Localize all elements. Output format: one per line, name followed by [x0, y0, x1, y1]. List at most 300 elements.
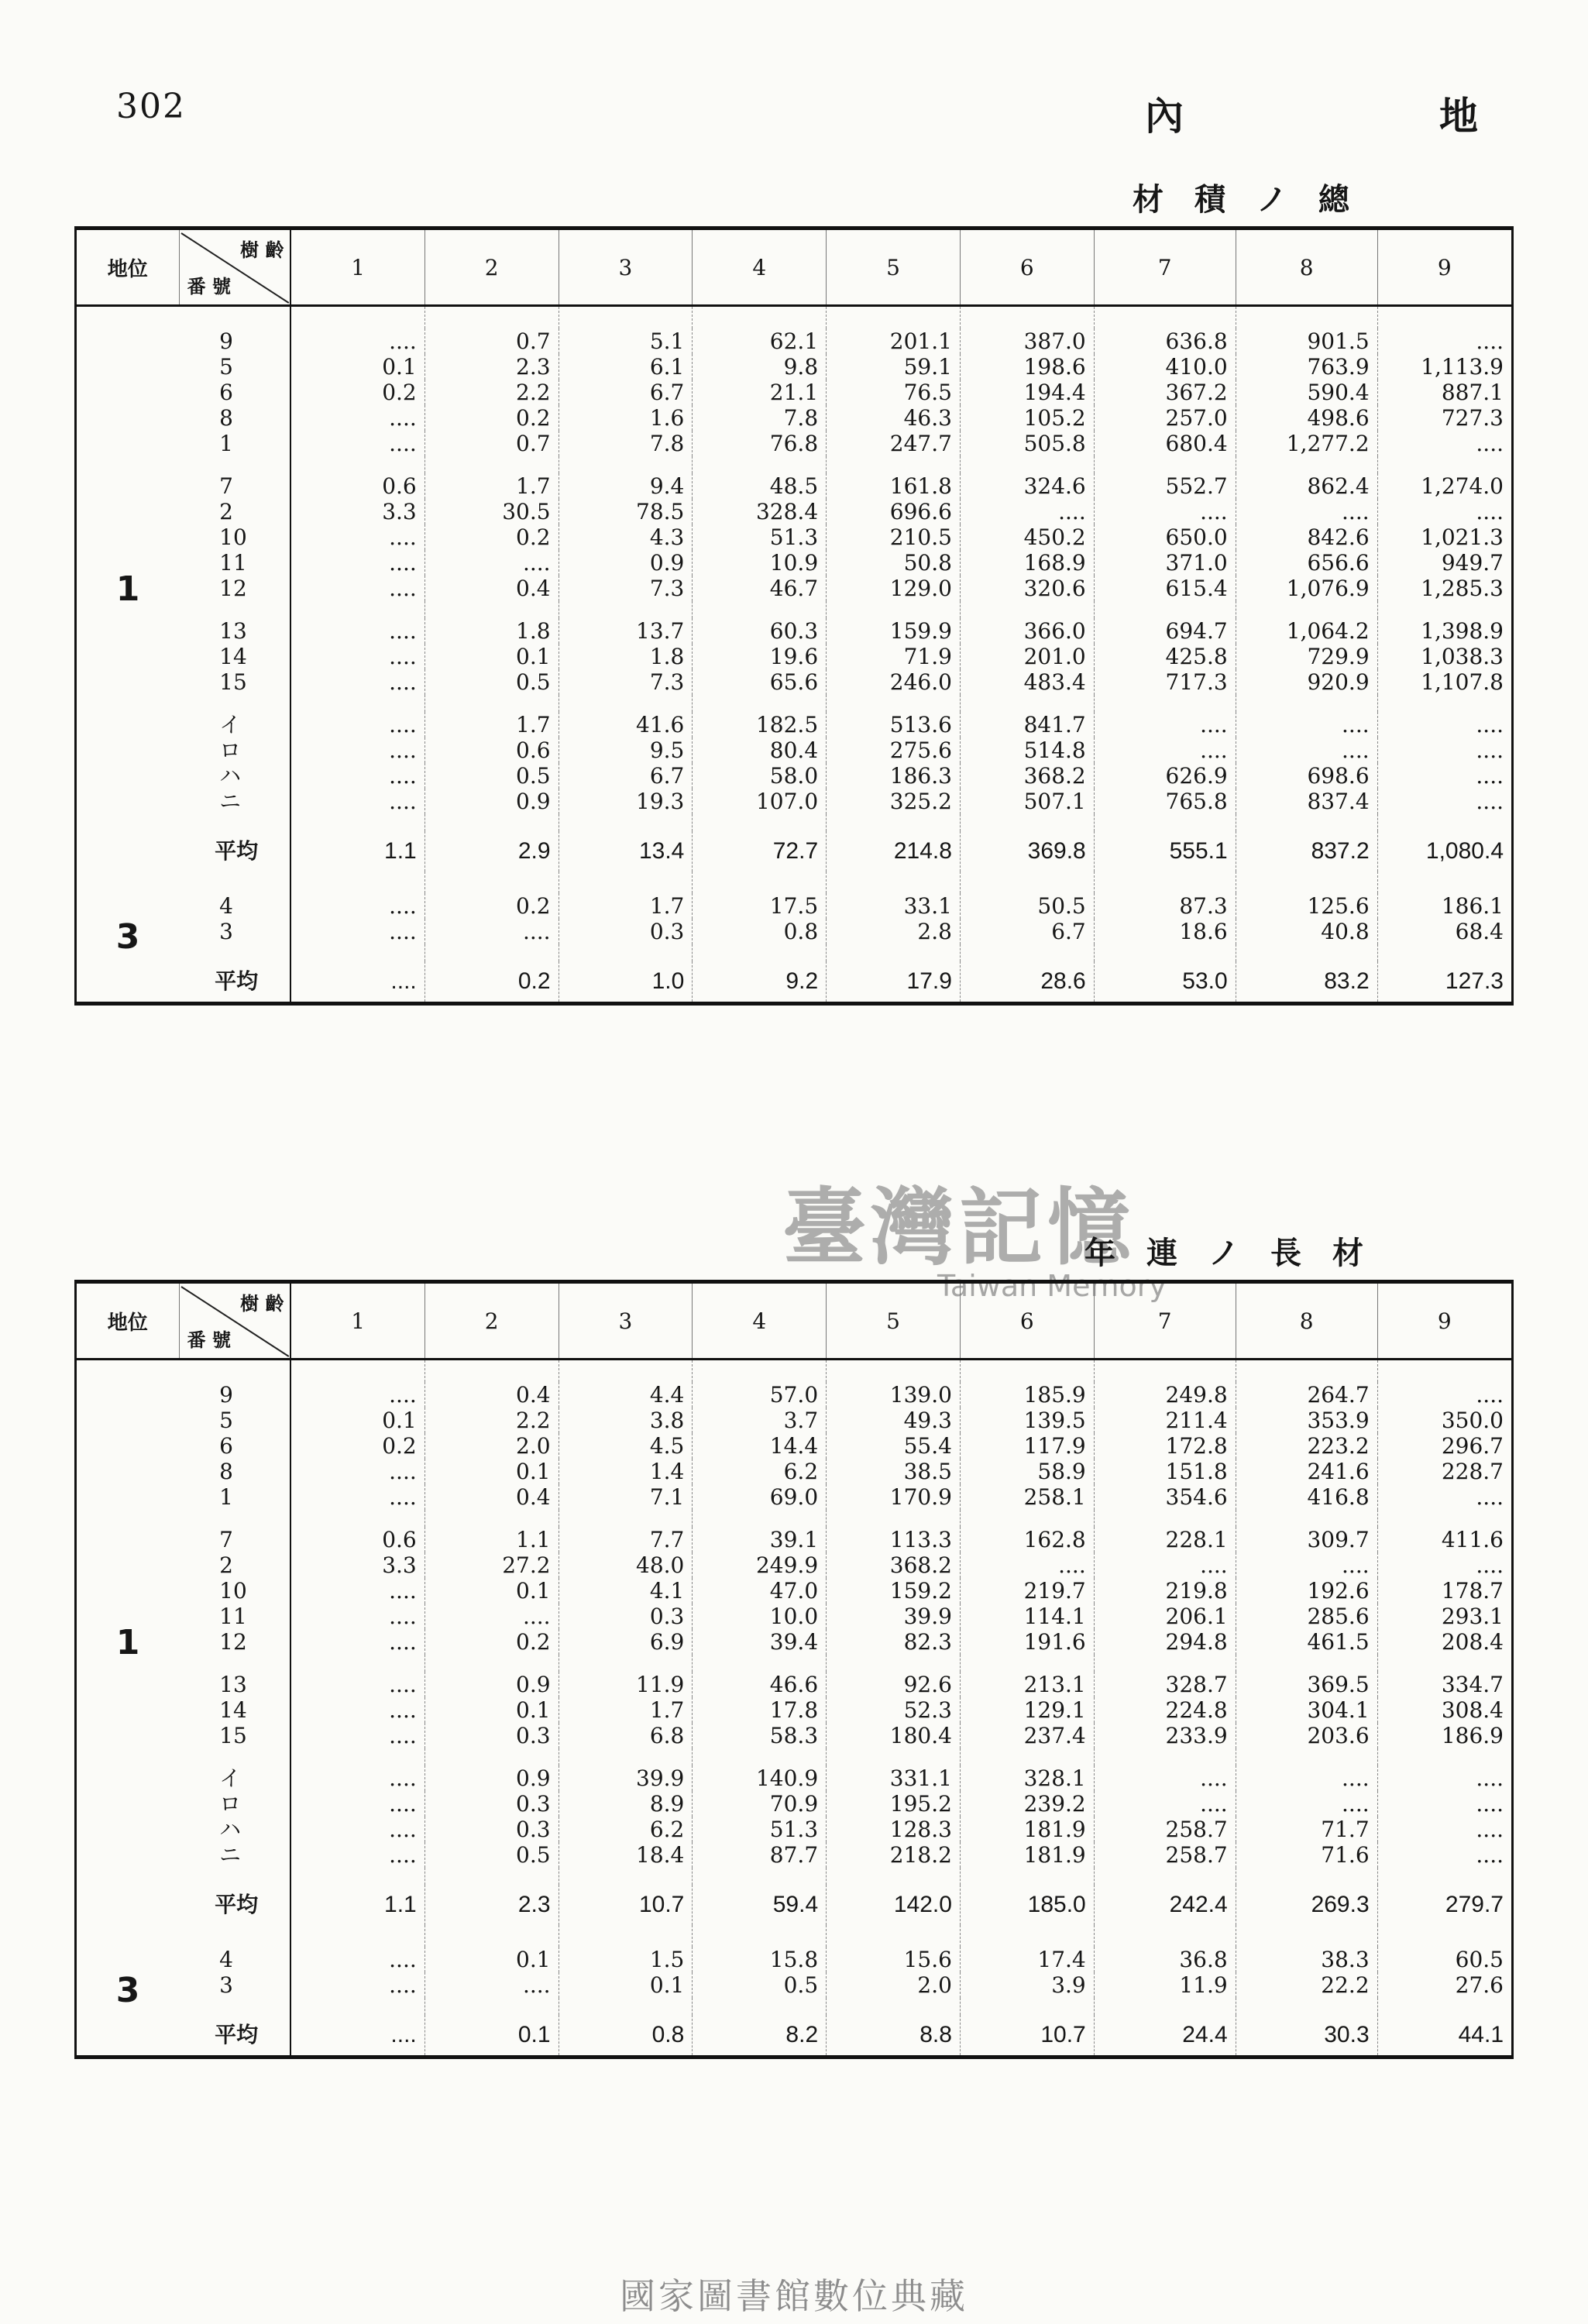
- value-cell: 18.6: [1094, 919, 1236, 944]
- value-cell: 27.6: [1455, 1972, 1504, 1998]
- spacer-row: [77, 1360, 1511, 1383]
- value-cell: 80.4: [693, 737, 827, 763]
- plot-number-cell: ニ: [179, 789, 290, 814]
- value-cell: 411.6: [1441, 1527, 1504, 1552]
- value-cell: ....: [290, 1947, 424, 1972]
- value-cell: 228.7: [1441, 1459, 1504, 1484]
- value-cell: 514.8: [960, 737, 1094, 763]
- age-column-header: 6: [960, 230, 1094, 306]
- value-cell: 233.9: [1094, 1723, 1236, 1748]
- value-cell: 69.0: [693, 1484, 827, 1510]
- plot-number-cell: 3: [179, 919, 290, 944]
- value-cell: 59.1: [827, 354, 961, 380]
- value-cell: 1.8: [559, 644, 693, 669]
- value-cell: ....: [1236, 712, 1377, 737]
- value-cell: 92.6: [827, 1672, 961, 1697]
- value-cell: 211.4: [1094, 1408, 1236, 1433]
- value-cell: 6.2: [693, 1459, 827, 1484]
- spacer-row: [77, 1925, 1511, 1947]
- value-cell: 223.2: [1236, 1433, 1377, 1459]
- value-cell: ....: [290, 789, 424, 814]
- table-row: [77, 1527, 1511, 1552]
- value-cell: 71.9: [827, 644, 961, 669]
- table-row: [77, 669, 1511, 695]
- value-cell: ....: [290, 618, 424, 644]
- value-cell: 13.4: [559, 831, 693, 871]
- plot-number-label: 番 號: [187, 1329, 231, 1351]
- table-row: [77, 380, 1511, 405]
- value-cell: 0.1: [424, 1697, 559, 1723]
- table1-title: 材 積 ノ 總: [1133, 181, 1349, 218]
- value-cell: 498.6: [1236, 405, 1377, 431]
- value-cell: 0.1: [424, 1459, 559, 1484]
- value-cell: ....: [290, 919, 424, 944]
- table-row: [77, 499, 1511, 524]
- average-row: [77, 1885, 1511, 1925]
- watermark-main: 臺灣記憶: [782, 1179, 1136, 1277]
- plot-number-cell: 7: [179, 1527, 290, 1552]
- value-cell: ....: [290, 1723, 424, 1748]
- value-cell: ....: [1476, 499, 1504, 524]
- value-cell: 41.6: [559, 712, 693, 737]
- value-cell: 105.2: [960, 405, 1094, 431]
- value-cell: 28.6: [960, 961, 1094, 1002]
- value-cell: 0.7: [424, 431, 559, 456]
- table-row: [77, 1842, 1511, 1868]
- plot-number-cell: 平均: [179, 2015, 290, 2055]
- value-cell: ....: [1476, 1817, 1504, 1842]
- value-cell: 308.4: [1441, 1697, 1504, 1723]
- value-cell: 181.9: [960, 1842, 1094, 1868]
- value-cell: 19.3: [559, 789, 693, 814]
- value-cell: ....: [1094, 1765, 1236, 1791]
- value-cell: 0.3: [424, 1723, 559, 1748]
- value-cell: 0.3: [559, 919, 693, 944]
- value-cell: 0.5: [424, 669, 559, 695]
- plot-number-cell: 10: [179, 524, 290, 550]
- value-cell: 1,113.9: [1421, 354, 1504, 380]
- plot-number-label: 番 號: [187, 276, 231, 297]
- value-cell: 71.6: [1236, 1842, 1377, 1868]
- value-cell: 410.0: [1094, 354, 1236, 380]
- table1-table: [77, 230, 1511, 1002]
- value-cell: 117.9: [960, 1433, 1094, 1459]
- value-cell: 1.8: [424, 618, 559, 644]
- value-cell: ....: [1236, 737, 1377, 763]
- average-row: [77, 831, 1511, 871]
- value-cell: 191.6: [960, 1629, 1094, 1655]
- value-cell: 0.1: [290, 354, 424, 380]
- value-cell: ....: [290, 1578, 424, 1604]
- value-cell: 0.6: [290, 1527, 424, 1552]
- value-cell: 1.7: [424, 712, 559, 737]
- value-cell: ....: [1476, 328, 1504, 354]
- value-cell: 1.7: [424, 473, 559, 499]
- value-cell: 139.0: [827, 1382, 961, 1408]
- value-cell: 10.0: [693, 1604, 827, 1629]
- site-rank-cell: 3: [115, 1970, 140, 2010]
- value-cell: 0.1: [424, 2015, 559, 2055]
- value-cell: 3.7: [693, 1408, 827, 1433]
- age-column-header: 5: [827, 230, 961, 306]
- table-row: [77, 1817, 1511, 1842]
- plot-number-cell: 9: [179, 328, 290, 354]
- watermark-sub: Taiwan Memory: [937, 1269, 1167, 1303]
- value-cell: ....: [424, 1972, 559, 1998]
- value-cell: 39.1: [693, 1527, 827, 1552]
- value-cell: 159.2: [827, 1578, 961, 1604]
- spacer-row: [77, 306, 1511, 329]
- value-cell: 49.3: [827, 1408, 961, 1433]
- value-cell: 246.0: [827, 669, 961, 695]
- value-cell: 0.3: [559, 1604, 693, 1629]
- table-row: [77, 1459, 1511, 1484]
- value-cell: 242.4: [1094, 1885, 1236, 1925]
- value-cell: 219.7: [960, 1578, 1094, 1604]
- value-cell: 353.9: [1236, 1408, 1377, 1433]
- value-cell: 237.4: [960, 1723, 1094, 1748]
- value-cell: 369.5: [1236, 1672, 1377, 1697]
- value-cell: 78.5: [559, 499, 693, 524]
- value-cell: ....: [1236, 499, 1377, 524]
- value-cell: 192.6: [1236, 1578, 1377, 1604]
- value-cell: ....: [290, 550, 424, 576]
- value-cell: 180.4: [827, 1723, 961, 1748]
- plot-number-cell: 平均: [179, 831, 290, 871]
- plot-number-cell: ハ: [179, 1817, 290, 1842]
- value-cell: ....: [290, 1972, 424, 1998]
- value-cell: ....: [290, 1842, 424, 1868]
- value-cell: ....: [1094, 499, 1236, 524]
- table-row: [77, 1972, 1511, 1998]
- value-cell: 0.3: [424, 1791, 559, 1817]
- value-cell: 22.2: [1236, 1972, 1377, 1998]
- value-cell: 9.8: [693, 354, 827, 380]
- value-cell: 0.9: [559, 550, 693, 576]
- value-cell: 128.3: [827, 1817, 961, 1842]
- value-cell: 186.9: [1441, 1723, 1504, 1748]
- value-cell: 949.7: [1441, 550, 1504, 576]
- value-cell: 350.0: [1441, 1408, 1504, 1433]
- value-cell: 46.7: [693, 576, 827, 601]
- value-cell: ....: [960, 499, 1094, 524]
- table2-table: [77, 1284, 1511, 2055]
- value-cell: 680.4: [1094, 431, 1236, 456]
- site-rank-cell: 1: [115, 1623, 140, 1662]
- value-cell: 14.4: [693, 1433, 827, 1459]
- value-cell: 294.8: [1094, 1629, 1236, 1655]
- value-cell: 901.5: [1236, 328, 1377, 354]
- spacer-row: [77, 1748, 1511, 1765]
- value-cell: 366.0: [960, 618, 1094, 644]
- value-cell: 58.0: [693, 763, 827, 789]
- table-row: [77, 328, 1511, 354]
- plot-number-cell: 8: [179, 405, 290, 431]
- value-cell: ....: [1476, 763, 1504, 789]
- value-cell: 9.5: [559, 737, 693, 763]
- value-cell: ....: [1236, 1552, 1377, 1578]
- value-cell: 208.4: [1441, 1629, 1504, 1655]
- value-cell: ....: [1476, 712, 1504, 737]
- value-cell: 201.1: [827, 328, 961, 354]
- value-cell: 60.3: [693, 618, 827, 644]
- value-cell: 4.1: [559, 1578, 693, 1604]
- table-row: [77, 576, 1511, 601]
- value-cell: 182.5: [693, 712, 827, 737]
- plot-number-cell: 5: [179, 1408, 290, 1433]
- value-cell: 218.2: [827, 1842, 961, 1868]
- value-cell: 186.1: [1441, 893, 1504, 919]
- plot-number-cell: ロ: [179, 737, 290, 763]
- rank-header: 地位: [77, 230, 179, 306]
- value-cell: 0.1: [424, 644, 559, 669]
- table-row: [77, 1484, 1511, 1510]
- value-cell: 483.4: [960, 669, 1094, 695]
- value-cell: 3.9: [960, 1972, 1094, 1998]
- value-cell: ....: [1236, 1791, 1377, 1817]
- value-cell: 113.3: [827, 1527, 961, 1552]
- value-cell: 1.1: [290, 1885, 424, 1925]
- value-cell: 309.7: [1236, 1527, 1377, 1552]
- value-cell: 87.7: [693, 1842, 827, 1868]
- table-row: [77, 473, 1511, 499]
- value-cell: ....: [1476, 737, 1504, 763]
- value-cell: 172.8: [1094, 1433, 1236, 1459]
- plot-number-cell: 3: [179, 1972, 290, 1998]
- table-row: [77, 1947, 1511, 1972]
- page-number: 302: [116, 87, 186, 126]
- value-cell: 425.8: [1094, 644, 1236, 669]
- value-cell: ....: [1476, 431, 1504, 456]
- value-cell: 53.0: [1094, 961, 1236, 1002]
- value-cell: 590.4: [1236, 380, 1377, 405]
- value-cell: ....: [1476, 789, 1504, 814]
- value-cell: 7.7: [559, 1527, 693, 1552]
- value-cell: ....: [290, 893, 424, 919]
- table-row: [77, 1604, 1511, 1629]
- value-cell: 920.9: [1236, 669, 1377, 695]
- value-cell: 304.1: [1236, 1697, 1377, 1723]
- value-cell: 140.9: [693, 1765, 827, 1791]
- value-cell: 331.1: [827, 1765, 961, 1791]
- plot-number-cell: 4: [179, 1947, 290, 1972]
- value-cell: 0.2: [424, 961, 559, 1002]
- value-cell: 765.8: [1094, 789, 1236, 814]
- table-row: [77, 644, 1511, 669]
- value-cell: 1.7: [559, 893, 693, 919]
- table-row: [77, 919, 1511, 944]
- value-cell: 461.5: [1236, 1629, 1377, 1655]
- value-cell: 30.3: [1236, 2015, 1377, 2055]
- value-cell: 837.2: [1236, 831, 1377, 871]
- value-cell: 58.9: [960, 1459, 1094, 1484]
- rank-header: 地位: [77, 1284, 179, 1360]
- value-cell: 27.2: [424, 1552, 559, 1578]
- value-cell: 324.6: [960, 473, 1094, 499]
- value-cell: ....: [1476, 1842, 1504, 1868]
- value-cell: 450.2: [960, 524, 1094, 550]
- value-cell: 371.0: [1094, 550, 1236, 576]
- plot-number-cell: イ: [179, 1765, 290, 1791]
- plot-number-cell: 2: [179, 499, 290, 524]
- value-cell: 507.1: [960, 789, 1094, 814]
- value-cell: 51.3: [693, 1817, 827, 1842]
- value-cell: 862.4: [1236, 473, 1377, 499]
- table2-block: [74, 1280, 1514, 2059]
- value-cell: 194.4: [960, 380, 1094, 405]
- value-cell: 2.3: [424, 1885, 559, 1925]
- site-rank-cell: 1: [115, 569, 140, 609]
- value-cell: 139.5: [960, 1408, 1094, 1433]
- value-cell: 18.4: [559, 1842, 693, 1868]
- value-cell: ....: [290, 1697, 424, 1723]
- value-cell: 10.7: [960, 2015, 1094, 2055]
- table-row: [77, 1629, 1511, 1655]
- value-cell: ....: [290, 405, 424, 431]
- value-cell: 258.7: [1094, 1842, 1236, 1868]
- value-cell: 7.3: [559, 576, 693, 601]
- value-cell: 2.8: [827, 919, 961, 944]
- plot-number-cell: 11: [179, 1604, 290, 1629]
- value-cell: 249.8: [1094, 1382, 1236, 1408]
- value-cell: 0.5: [424, 763, 559, 789]
- value-cell: 1.6: [559, 405, 693, 431]
- value-cell: 258.7: [1094, 1817, 1236, 1842]
- plot-number-cell: 平均: [179, 961, 290, 1002]
- value-cell: 1,064.2: [1236, 618, 1377, 644]
- value-cell: 615.4: [1094, 576, 1236, 601]
- value-cell: 0.1: [424, 1947, 559, 1972]
- average-row: [77, 961, 1511, 1002]
- value-cell: ....: [290, 644, 424, 669]
- value-cell: 114.1: [960, 1604, 1094, 1629]
- plot-number-cell: 7: [179, 473, 290, 499]
- value-cell: 1,274.0: [1421, 473, 1504, 499]
- value-cell: 8.8: [827, 2015, 961, 2055]
- value-cell: 48.0: [559, 1552, 693, 1578]
- table-row: [77, 431, 1511, 456]
- value-cell: 1,080.4: [1425, 838, 1504, 864]
- value-cell: 76.8: [693, 431, 827, 456]
- table2-title: 年 連 ノ 長 材: [1084, 1235, 1363, 1271]
- value-cell: 5.1: [559, 328, 693, 354]
- value-cell: 2.3: [424, 354, 559, 380]
- value-cell: 505.8: [960, 431, 1094, 456]
- value-cell: 8.2: [693, 2015, 827, 2055]
- plot-number-cell: 4: [179, 893, 290, 919]
- value-cell: 228.1: [1094, 1527, 1236, 1552]
- table-row: [77, 1765, 1511, 1791]
- value-cell: ....: [1476, 1791, 1504, 1817]
- value-cell: ....: [290, 328, 424, 354]
- value-cell: 60.5: [1455, 1947, 1504, 1972]
- table-row: [77, 1433, 1511, 1459]
- value-cell: 36.8: [1094, 1947, 1236, 1972]
- value-cell: 239.2: [960, 1791, 1094, 1817]
- value-cell: 30.5: [424, 499, 559, 524]
- value-cell: 206.1: [1094, 1604, 1236, 1629]
- value-cell: 8.9: [559, 1791, 693, 1817]
- plot-number-cell: ハ: [179, 763, 290, 789]
- value-cell: 19.6: [693, 644, 827, 669]
- value-cell: 727.3: [1441, 405, 1504, 431]
- value-cell: 24.4: [1094, 2015, 1236, 2055]
- value-cell: 0.2: [290, 380, 424, 405]
- value-cell: 387.0: [960, 328, 1094, 354]
- value-cell: 11.9: [1094, 1972, 1236, 1998]
- value-cell: ....: [424, 919, 559, 944]
- table-row: [77, 1672, 1511, 1697]
- value-cell: ....: [960, 1552, 1094, 1578]
- value-cell: 162.8: [960, 1527, 1094, 1552]
- plot-number-cell: 6: [179, 380, 290, 405]
- value-cell: 258.1: [960, 1484, 1094, 1510]
- diagonal-header: [179, 230, 290, 306]
- value-cell: 0.9: [424, 1765, 559, 1791]
- value-cell: 57.0: [693, 1382, 827, 1408]
- value-cell: 698.6: [1236, 763, 1377, 789]
- value-cell: 170.9: [827, 1484, 961, 1510]
- value-cell: 0.9: [424, 1672, 559, 1697]
- value-cell: 185.9: [960, 1382, 1094, 1408]
- table-row: [77, 1382, 1511, 1408]
- value-cell: 2.9: [424, 831, 559, 871]
- value-cell: 1.0: [559, 961, 693, 1002]
- value-cell: 296.7: [1441, 1433, 1504, 1459]
- table-row: [77, 1578, 1511, 1604]
- value-cell: 213.1: [960, 1672, 1094, 1697]
- age-column-header: 7: [1094, 1284, 1236, 1360]
- value-cell: ....: [290, 1672, 424, 1697]
- table-row: [77, 550, 1511, 576]
- value-cell: ....: [290, 712, 424, 737]
- value-cell: 7.8: [693, 405, 827, 431]
- value-cell: 841.7: [960, 712, 1094, 737]
- age-column-header: 5: [827, 1284, 961, 1360]
- value-cell: ....: [1094, 1552, 1236, 1578]
- plot-number-cell: 5: [179, 354, 290, 380]
- value-cell: 0.1: [424, 1578, 559, 1604]
- plot-number-cell: 15: [179, 1723, 290, 1748]
- value-cell: 7.8: [559, 431, 693, 456]
- plot-number-cell: 10: [179, 1578, 290, 1604]
- site-rank-cell: 3: [115, 916, 140, 957]
- value-cell: 65.6: [693, 669, 827, 695]
- value-cell: ....: [290, 1765, 424, 1791]
- value-cell: 15.8: [693, 1947, 827, 1972]
- plot-number-cell: 11: [179, 550, 290, 576]
- value-cell: 1,107.8: [1421, 669, 1504, 695]
- value-cell: ....: [290, 431, 424, 456]
- value-cell: 275.6: [827, 737, 961, 763]
- value-cell: 195.2: [827, 1791, 961, 1817]
- table-row: [77, 1791, 1511, 1817]
- value-cell: 1.4: [559, 1459, 693, 1484]
- value-cell: 636.8: [1094, 328, 1236, 354]
- value-cell: 650.0: [1094, 524, 1236, 550]
- spacer-row: [77, 1510, 1511, 1527]
- value-cell: 2.2: [424, 380, 559, 405]
- value-cell: 1,398.9: [1421, 618, 1504, 644]
- value-cell: 76.5: [827, 380, 961, 405]
- plot-number-cell: 9: [179, 1382, 290, 1408]
- spacer-row: [77, 601, 1511, 618]
- value-cell: 6.7: [960, 919, 1094, 944]
- table-row: [77, 1697, 1511, 1723]
- value-cell: 513.6: [827, 712, 961, 737]
- value-cell: 59.4: [693, 1885, 827, 1925]
- value-cell: 17.9: [827, 961, 961, 1002]
